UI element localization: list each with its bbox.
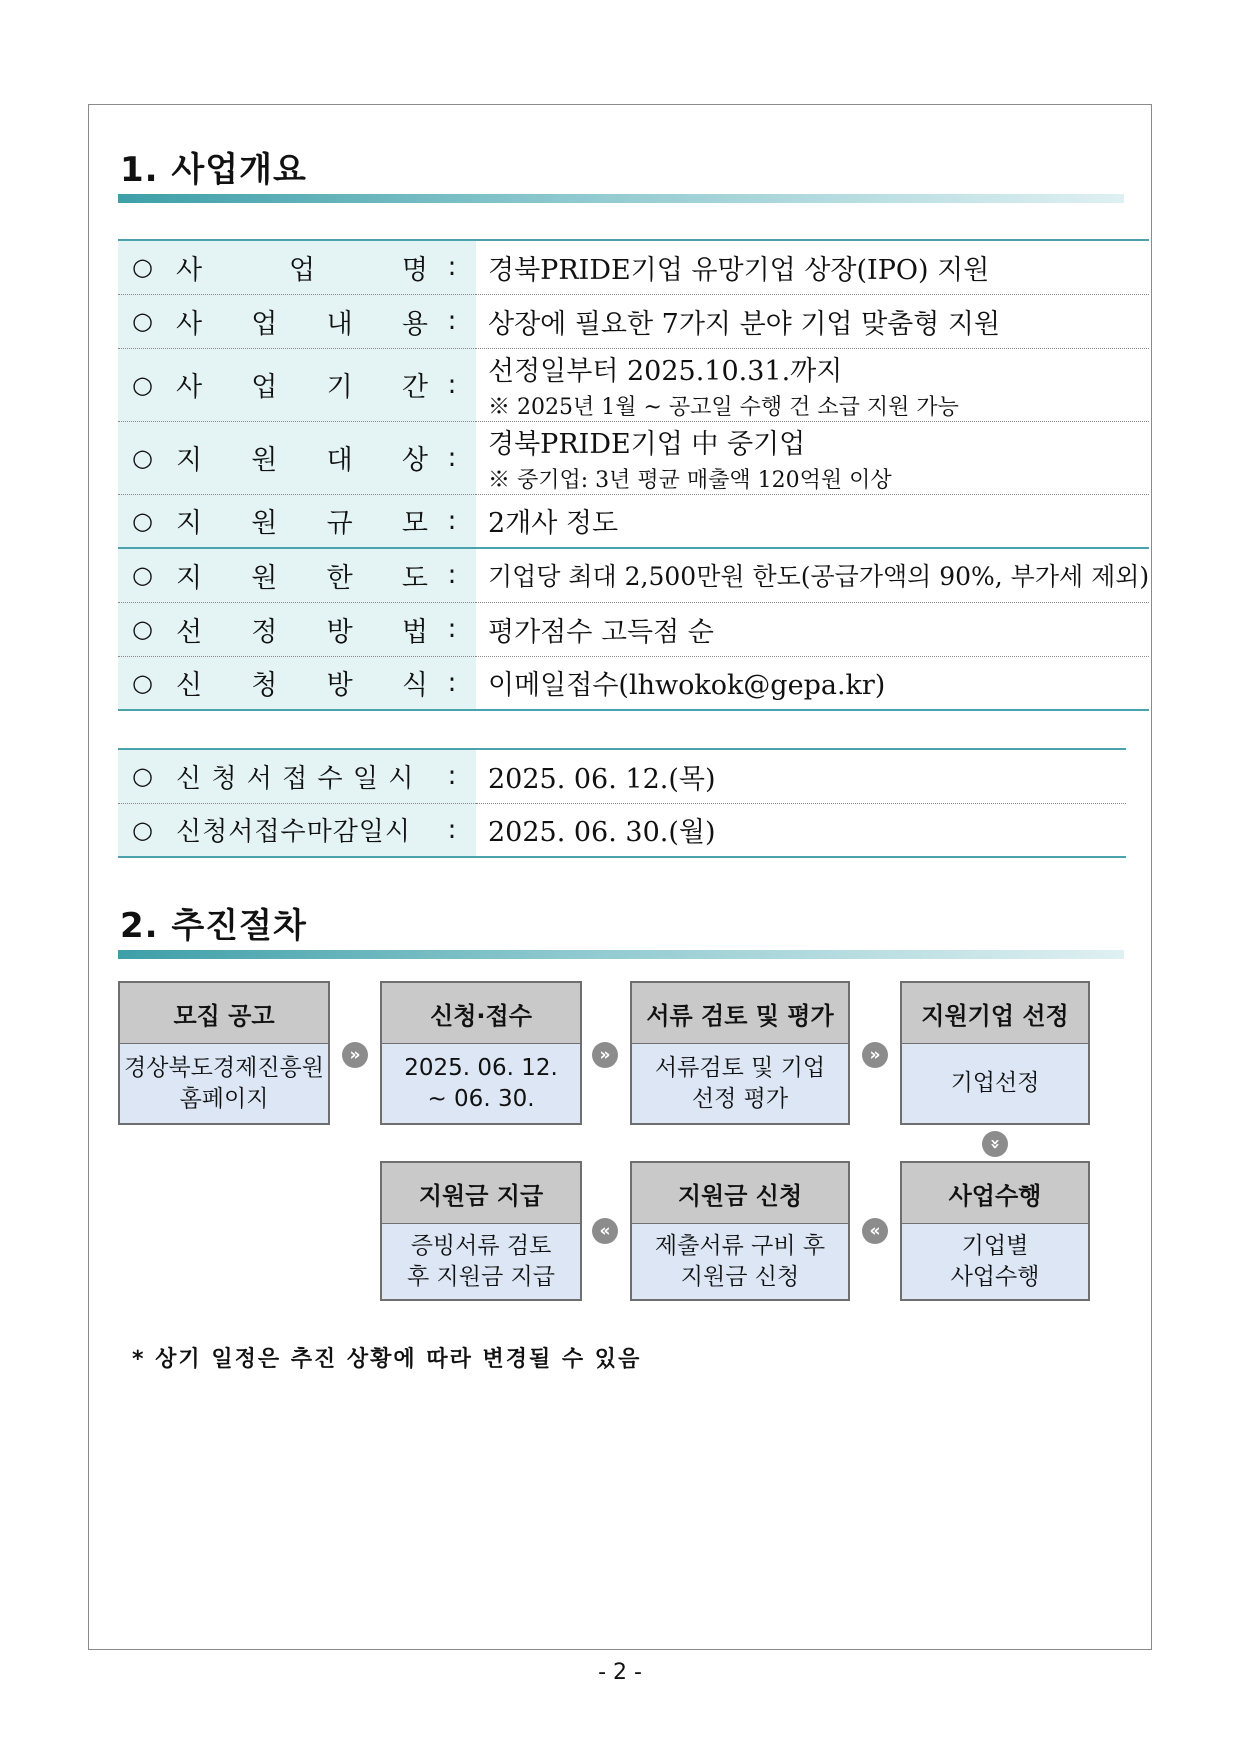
process-step-description [632,1044,848,1123]
overview-value-text: 이메일접수(lhwokok@gepa.kr) [488,670,886,702]
colon: : [447,814,457,845]
overview-label: 지 원 한 도 [176,562,428,594]
process-step-description [382,1044,580,1123]
process-step-box [900,981,1090,1125]
colon: : [447,306,457,336]
overview-row [118,656,1149,710]
overview-value [476,294,1149,348]
overview-label: 선 정 방 법 [176,616,428,648]
overview-row [118,602,1149,656]
schedule-label-cell [118,749,476,803]
overview-value [476,240,1149,294]
process-step-line: 후 지원금 지급 [407,1263,555,1290]
overview-value-text: 평가점수 고득점 순 [488,616,714,648]
process-step-line: 홈페이지 [179,1085,269,1112]
section1-title: 1. 사업개요 [120,150,307,190]
process-step-line: 선정 평가 [691,1085,789,1112]
process-step-description [902,1044,1088,1123]
process-step-title: 지원기업 선정 [902,983,1088,1044]
section1-title-bar [118,194,1124,203]
overview-label: 지 원 규 모 [176,508,428,540]
bullet-icon: ○ [132,253,153,282]
colon: : [447,252,457,283]
overview-label-cell [118,548,476,602]
arrow-right-icon: » [592,1042,618,1068]
overview-value-text: 경북PRIDE기업 中 중기업 [488,428,806,460]
overview-label-cell [118,602,476,656]
arrow-left-icon: « [592,1218,618,1244]
overview-value-text: 기업당 최대 2,500만원 한도(공급가액의 90%, 부가세 제외) [488,562,1150,592]
bullet-icon: ○ [132,561,153,590]
overview-value-text: 2개사 정도 [488,508,619,540]
process-step-box [900,1161,1090,1301]
overview-label: 사 업 명 [176,254,428,286]
colon: : [447,560,457,591]
colon: : [447,667,457,698]
process-step-box [118,981,330,1125]
colon: : [447,505,457,536]
bullet-icon: ○ [132,762,153,791]
overview-value [476,602,1149,656]
overview-note: ※ 중기업: 3년 평균 매출액 120억원 이상 [488,467,892,493]
process-step-line: 기업선정 [950,1070,1040,1096]
overview-label-cell [118,348,476,421]
arrow-down-icon: » [982,1131,1008,1157]
footnote: * 상기 일정은 추진 상황에 따라 변경될 수 있음 [132,1347,642,1372]
process-step-line: 증빙서류 검토 [410,1232,552,1259]
colon: : [447,442,457,473]
overview-label-cell [118,294,476,348]
process-step-title: 모집 공고 [120,983,328,1044]
bullet-icon: ○ [132,443,153,472]
process-step-line: 서류검토 및 기업 [654,1054,826,1081]
process-step-line: 2025. 06. 12. [404,1054,558,1081]
bullet-icon: ○ [132,815,153,844]
overview-value [476,656,1149,710]
arrow-left-icon: « [862,1218,888,1244]
overview-note: ※ 2025년 1월 ~ 공고일 수행 건 소급 지원 가능 [488,394,959,420]
colon: : [447,614,457,644]
process-step-title: 신청·접수 [382,983,580,1044]
schedule-row [118,749,1126,803]
bullet-icon: ○ [132,506,153,535]
process-step-description [632,1224,848,1299]
overview-label-cell [118,421,476,494]
overview-value [476,548,1149,602]
overview-value-text: 선정일부터 2025.10.31.까지 [488,355,843,387]
process-step-line: 사업수행 [950,1263,1040,1290]
process-step-line: 제출서류 구비 후 [654,1232,826,1259]
bullet-icon: ○ [132,307,153,335]
overview-label-cell [118,240,476,294]
schedule-row [118,803,1126,857]
overview-label: 사 업 기 간 [176,372,428,403]
section2-title-bar [118,950,1124,959]
overview-label: 사 업 내 용 [176,308,428,340]
process-step-title: 지원금 지급 [382,1163,580,1224]
overview-row [118,494,1149,548]
bullet-icon: ○ [132,370,153,399]
overview-value-text: 경북PRIDE기업 유망기업 상장(IPO) 지원 [488,254,990,286]
process-step-box [630,1161,850,1301]
process-step-box [630,981,850,1125]
process-step-box [380,1161,582,1301]
process-step-title: 지원금 신청 [632,1163,848,1224]
arrow-right-icon: » [862,1042,888,1068]
overview-value [476,421,1149,494]
schedule-label: 신 청 서 접 수 일 시 [176,763,415,794]
process-step-description [120,1044,328,1123]
overview-value-text: 상장에 필요한 7가지 분야 기업 맞춤형 지원 [488,308,1001,340]
overview-value [476,348,1149,421]
schedule-label: 신청서접수마감일시 [176,817,412,848]
overview-label: 신 청 방 식 [176,670,428,702]
section2-title: 2. 추진절차 [120,906,307,946]
overview-row [118,294,1149,348]
process-step-title: 서류 검토 및 평가 [632,983,848,1044]
colon: : [447,761,457,792]
schedule-table [118,748,1126,858]
schedule-value: 2025. 06. 12.(목) [488,763,716,795]
overview-label-cell [118,494,476,548]
bullet-icon: ○ [132,615,153,643]
process-step-line: ~ 06. 30. [427,1085,535,1112]
overview-table [118,239,1149,711]
overview-label: 지 원 대 상 [176,445,428,476]
colon: : [447,369,457,400]
process-step-line: 기업별 [961,1232,1029,1259]
overview-row [118,240,1149,294]
page-number: - 2 - [598,1660,642,1685]
process-step-description [382,1224,580,1299]
process-step-line: 지원금 신청 [680,1263,800,1290]
overview-row [118,348,1149,421]
bullet-icon: ○ [132,668,153,697]
process-step-description [902,1224,1088,1299]
arrow-right-icon: » [342,1042,368,1068]
overview-label-cell [118,656,476,710]
schedule-value: 2025. 06. 30.(월) [488,817,716,849]
process-step-box [380,981,582,1125]
overview-row [118,421,1149,494]
overview-row [118,548,1149,602]
overview-value [476,494,1149,548]
process-step-line: 경상북도경제진흥원 [124,1054,324,1081]
schedule-label-cell [118,803,476,857]
process-step-title: 사업수행 [902,1163,1088,1224]
